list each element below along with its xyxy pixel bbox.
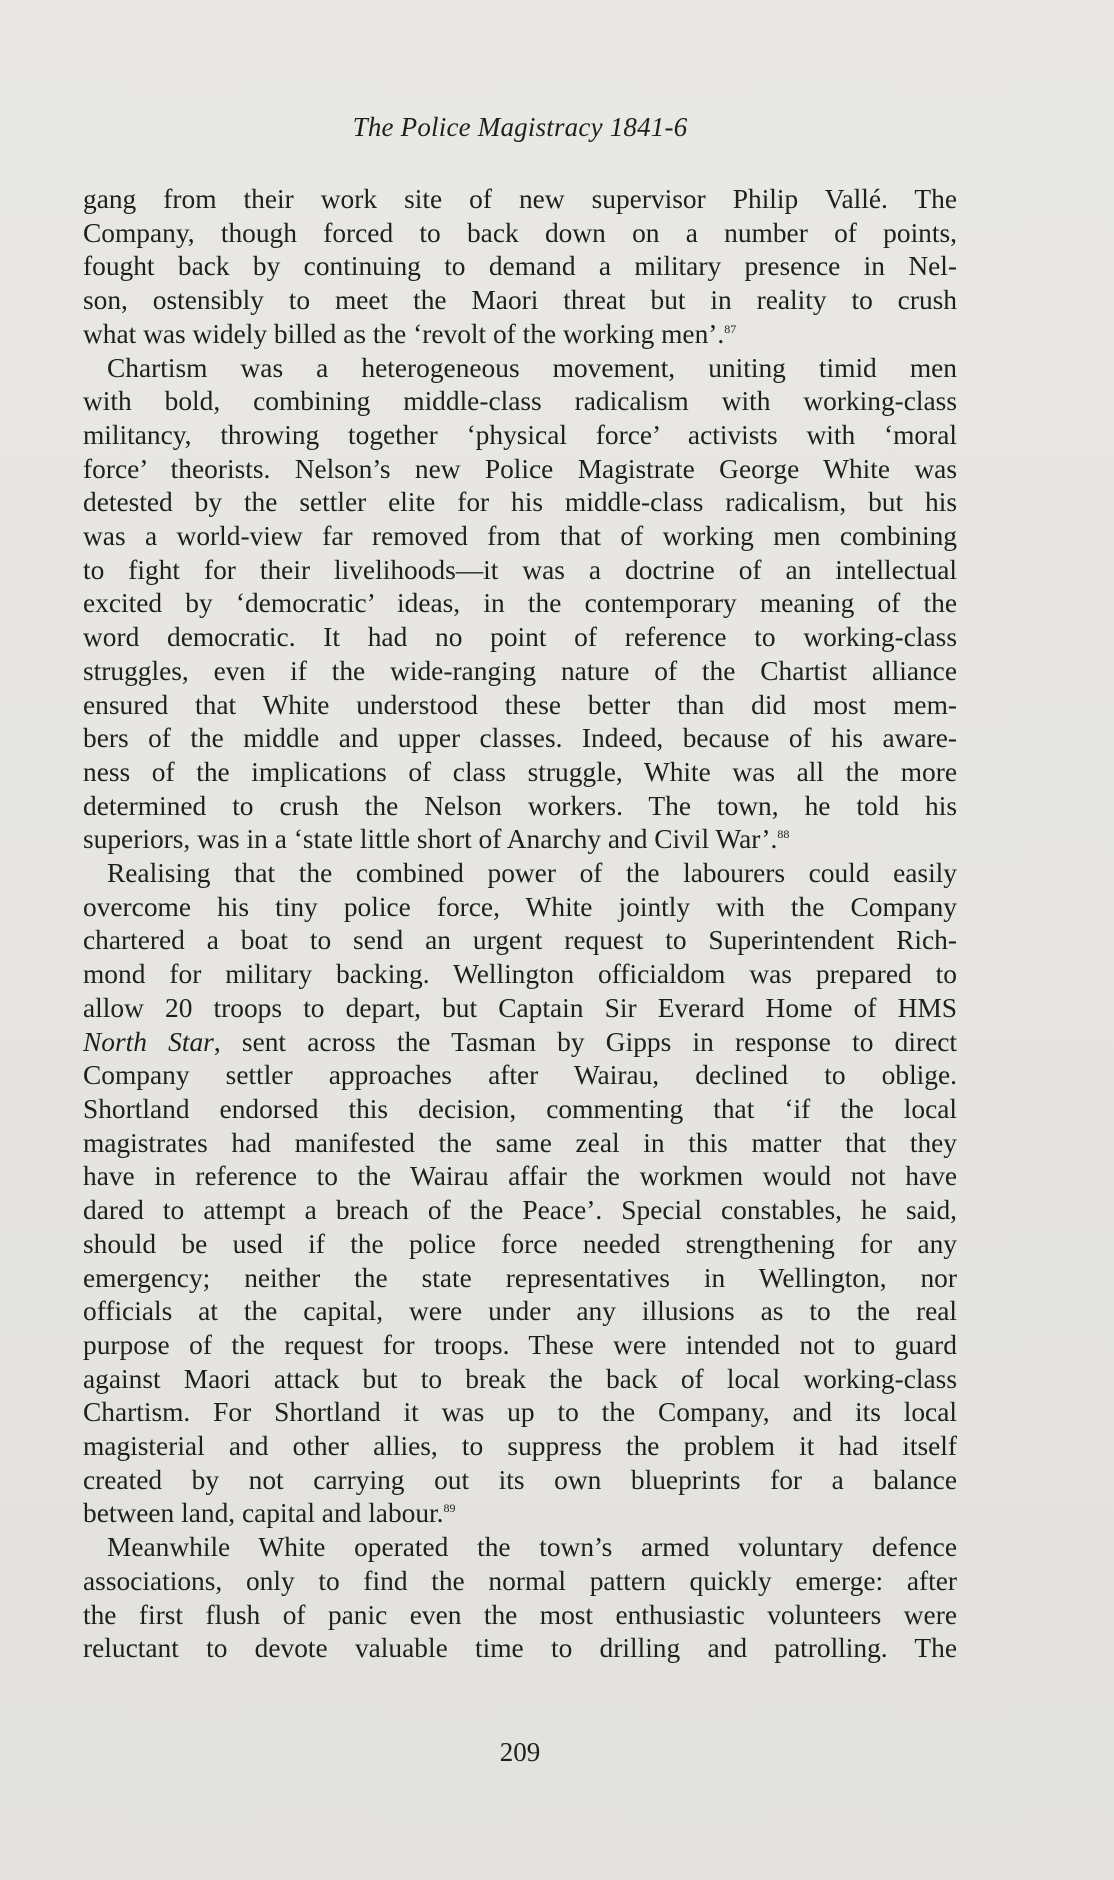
text-line: magisterial and other allies, to suppress the problem it had itself <box>83 1431 957 1462</box>
text-line: officials at the capital, were under any illusions as to the real <box>83 1296 957 1327</box>
text-line: chartered a boat to send an urgent request to Superintendent Rich- <box>83 925 957 956</box>
text-line: detested by the settler elite for his middle-class radicalism, but his <box>83 487 957 518</box>
text-line: purpose of the request for troops. These were intended not to guard <box>83 1329 957 1360</box>
text-line: Meanwhile White operated the town’s armed voluntary defence <box>107 1532 957 1563</box>
text-line <box>83 823 957 857</box>
text-line: ensured that White understood these better than did most mem- <box>83 689 957 720</box>
text-line: magistrates had manifested the same zeal in this matter that they <box>83 1127 957 1158</box>
footnote-marker: 88 <box>777 827 790 842</box>
text-line: Company, though forced to back down on a number of points, <box>83 217 957 248</box>
text-line: with bold, combining middle-class radicalism with working-class <box>83 386 957 417</box>
text-line: son, ostensibly to meet the Maori threat but in reality to crush <box>83 285 957 316</box>
text-line-content: superiors, was in a ‘state little short of Anarchy and Civil War’. <box>83 824 778 855</box>
text-line <box>83 318 957 352</box>
text-line: struggles, even if the wide-ranging nature of the Chartist alliance <box>83 655 957 686</box>
text-line: was a world-view far removed from that of working men combining <box>83 521 957 552</box>
text-line: associations, only to find the normal pattern quickly emerge: after <box>83 1565 957 1596</box>
text-line: militancy, throwing together ‘physical force’ activists with ‘moral <box>83 419 957 450</box>
text-line: mond for military backing. Wellington officialdom was prepared to <box>83 959 957 990</box>
text-line-content: , sent across the Tasman by Gipps in response to direct <box>213 1026 957 1057</box>
text-line-content: what was widely billed as the ‘revolt of the working men’. <box>83 318 725 349</box>
page-number: 209 <box>499 1737 541 1767</box>
text-line: Chartism. For Shortland it was up to the Company, and its local <box>83 1397 957 1428</box>
text-line: Realising that the combined power of the labourers could easily <box>107 858 957 889</box>
text-line: excited by ‘democratic’ ideas, in the contemporary meaning of the <box>83 588 957 619</box>
text-line: fought back by continuing to demand a military presence in Nel- <box>83 251 957 282</box>
text-line: created by not carrying out its own blueprints for a balance <box>83 1464 957 1495</box>
text-line: allow 20 troops to depart, but Captain Sir Everard Home of HMS <box>83 992 957 1023</box>
text-line: determined to crush the Nelson workers. The town, he told his <box>83 790 957 821</box>
text-line: bers of the middle and upper classes. Indeed, because of his aware- <box>83 723 957 754</box>
text-line <box>83 1497 957 1531</box>
text-line: word democratic. It had no point of reference to working-class <box>83 622 957 653</box>
ship-name: North Star <box>83 1026 214 1057</box>
text-line: overcome his tiny police force, White jointly with the Company <box>83 891 957 922</box>
text-line: ness of the implications of class struggle, White was all the more <box>83 756 957 787</box>
footnote-marker: 87 <box>724 321 737 336</box>
text-line: Company settler approaches after Wairau, declined to oblige. <box>83 1060 957 1091</box>
body-text <box>83 183 957 1666</box>
text-line: the first flush of panic even the most enthusiastic volunteers were <box>83 1599 957 1630</box>
text-line: have in reference to the Wairau affair the workmen would not have <box>83 1161 957 1192</box>
text-line: gang from their work site of new supervisor Philip Vallé. The <box>83 184 957 214</box>
text-line: force’ theorists. Nelson’s new Police Magistrate George White was <box>83 453 957 484</box>
footnote-marker: 89 <box>443 1501 456 1516</box>
running-head: The Police Magistracy 1841-6 <box>352 112 688 142</box>
text-line: emergency; neither the state representatives in Wellington, nor <box>83 1262 957 1293</box>
text-line: should be used if the police force needed strengthening for any <box>83 1228 957 1259</box>
text-line: Shortland endorsed this decision, commenting that ‘if the local <box>83 1093 957 1124</box>
text-line-content: between land, capital and labour. <box>83 1498 444 1529</box>
text-line: against Maori attack but to break the back of local working-class <box>83 1363 957 1394</box>
text-line: Chartism was a heterogeneous movement, uniting timid men <box>107 352 957 383</box>
text-line <box>83 1026 957 1060</box>
text-line: reluctant to devote valuable time to drilling and patrolling. The <box>83 1633 957 1664</box>
text-line: dared to attempt a breach of the Peace’. Special constables, he said, <box>83 1195 957 1226</box>
text-line: to fight for their livelihoods—it was a doctrine of an intellectual <box>83 554 957 585</box>
